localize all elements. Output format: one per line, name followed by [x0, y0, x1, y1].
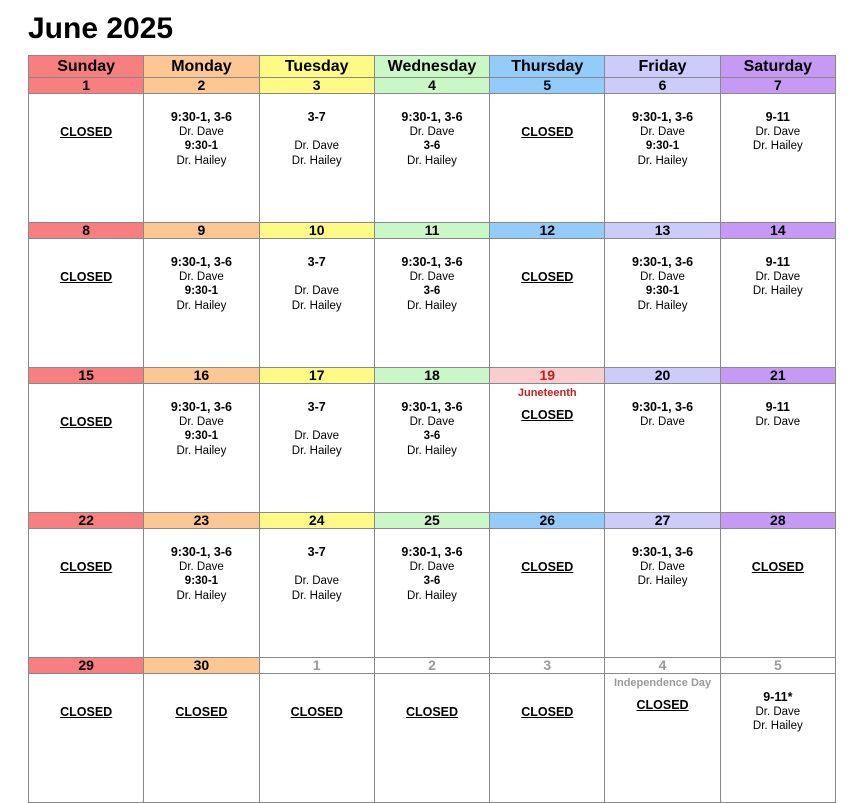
day-cell	[259, 674, 374, 803]
closed-label: CLOSED	[521, 705, 574, 719]
closed-label: CLOSED	[521, 560, 574, 574]
closed-label: CLOSED	[60, 560, 113, 574]
doctor-name: Dr. Dave	[294, 575, 340, 587]
hours-text: 9:30-1, 3-6	[401, 400, 463, 414]
week-body-row	[29, 674, 836, 803]
day-cell	[374, 94, 489, 223]
day-cell	[490, 384, 605, 513]
day-cell	[259, 384, 374, 513]
week-number-row	[29, 223, 836, 239]
weekday-monday: Monday	[144, 56, 259, 78]
date-number: 2	[144, 78, 259, 94]
day-cell	[144, 529, 259, 658]
doctor-name: Dr. Hailey	[291, 154, 342, 167]
date-number: 19	[490, 368, 605, 384]
closed-label: CLOSED	[521, 270, 574, 284]
doctor-name: Dr. Hailey	[752, 720, 803, 732]
doctor-name: Dr. Hailey	[291, 589, 342, 602]
doctor-name: Dr. Hailey	[291, 299, 342, 312]
date-number: 1	[259, 658, 374, 674]
date-number: 18	[374, 368, 489, 384]
hours-text: 3-6	[423, 575, 441, 587]
week-body-row	[29, 384, 836, 513]
hours-text: 9:30-1	[184, 575, 219, 587]
date-number: 4	[374, 78, 489, 94]
doctor-name: Dr. Dave	[179, 125, 224, 138]
hours-text: 9-11	[765, 400, 791, 414]
day-cell	[605, 529, 720, 658]
doctor-name: Dr. Dave	[409, 270, 455, 283]
doctor-name: Dr. Dave	[294, 285, 340, 297]
doctor-name: Dr. Hailey	[637, 154, 688, 167]
date-number: 5	[490, 78, 605, 94]
weekday-thursday: Thursday	[490, 56, 605, 78]
hours-text: 9:30-1, 3-6	[631, 255, 694, 269]
hours-text: 3-7	[307, 545, 326, 559]
doctor-name: Dr. Hailey	[176, 154, 227, 167]
day-cell	[29, 384, 144, 513]
doctor-name: Dr. Hailey	[407, 444, 457, 457]
day-cell	[490, 94, 605, 223]
closed-label: CLOSED	[60, 270, 113, 284]
date-number: 27	[605, 513, 720, 529]
date-number: 7	[720, 78, 835, 94]
holiday-label: Independence Day	[613, 677, 712, 689]
day-cell	[144, 384, 259, 513]
doctor-name: Dr. Dave	[640, 270, 685, 283]
doctor-name: Dr. Hailey	[176, 444, 227, 457]
hours-text: 9-11*	[763, 690, 793, 704]
hours-text: 9:30-1, 3-6	[631, 110, 694, 124]
doctor-name: Dr. Dave	[755, 705, 801, 718]
day-cell	[29, 239, 144, 368]
calendar-grid	[28, 55, 836, 803]
doctor-name: Dr. Hailey	[291, 444, 342, 457]
week-number-row	[29, 368, 836, 384]
hours-text: 9:30-1, 3-6	[170, 545, 232, 559]
day-cell	[29, 674, 144, 803]
doctor-name: Dr. Dave	[640, 560, 685, 573]
date-number: 23	[144, 513, 259, 529]
day-cell	[605, 239, 720, 368]
date-number: 6	[605, 78, 720, 94]
doctor-name: Dr. Dave	[640, 125, 685, 138]
blank-line	[260, 560, 374, 575]
doctor-name: Dr. Dave	[179, 415, 224, 428]
date-number: 3	[259, 78, 374, 94]
date-number: 14	[720, 223, 835, 239]
hours-text: 9:30-1, 3-6	[401, 255, 463, 269]
hours-text: 3-7	[307, 255, 326, 269]
date-number: 9	[144, 223, 259, 239]
day-cell	[374, 529, 489, 658]
date-number: 26	[490, 513, 605, 529]
doctor-name: Dr. Hailey	[407, 154, 457, 167]
closed-label: CLOSED	[60, 125, 113, 139]
date-number: 11	[374, 223, 489, 239]
hours-text: 3-7	[307, 400, 326, 414]
hours-text: 9:30-1	[184, 430, 219, 442]
doctor-name: Dr. Dave	[755, 270, 801, 283]
doctor-name: Dr. Hailey	[176, 589, 227, 602]
day-cell	[605, 674, 720, 803]
hours-text: 9:30-1, 3-6	[631, 400, 694, 414]
week-number-row	[29, 78, 836, 94]
date-number: 4	[605, 658, 720, 674]
day-cell	[490, 529, 605, 658]
day-cell	[259, 529, 374, 658]
doctor-name: Dr. Hailey	[407, 299, 457, 312]
hours-text: 9:30-1	[184, 285, 219, 297]
closed-label: CLOSED	[636, 697, 689, 712]
blank-line	[260, 125, 374, 140]
hours-text: 9:30-1, 3-6	[631, 545, 694, 559]
week-body-row	[29, 94, 836, 223]
doctor-name: Dr. Hailey	[637, 575, 688, 587]
hours-text: 9:30-1	[645, 285, 680, 297]
weekday-friday: Friday	[605, 56, 720, 78]
date-number: 10	[259, 223, 374, 239]
hours-text: 9:30-1, 3-6	[401, 110, 463, 124]
holiday-label: Juneteenth	[517, 387, 577, 399]
date-number: 25	[374, 513, 489, 529]
day-cell	[374, 239, 489, 368]
doctor-name: Dr. Hailey	[407, 589, 457, 602]
closed-label: CLOSED	[175, 705, 228, 719]
day-cell	[29, 94, 144, 223]
hours-text: 9:30-1, 3-6	[170, 255, 232, 269]
doctor-name: Dr. Dave	[409, 125, 455, 138]
closed-label: CLOSED	[751, 560, 804, 574]
date-number: 3	[490, 658, 605, 674]
date-number: 29	[29, 658, 144, 674]
date-number: 1	[29, 78, 144, 94]
day-cell	[259, 239, 374, 368]
day-cell	[605, 384, 720, 513]
hours-text: 9-11	[765, 255, 791, 269]
doctor-name: Dr. Dave	[179, 560, 224, 573]
hours-text: 3-7	[307, 110, 326, 124]
closed-label: CLOSED	[60, 415, 113, 429]
doctor-name: Dr. Dave	[179, 270, 224, 283]
week-body-row	[29, 529, 836, 658]
day-cell	[374, 674, 489, 803]
week-number-row	[29, 513, 836, 529]
weekday-tuesday: Tuesday	[259, 56, 374, 78]
hours-text: 9:30-1, 3-6	[170, 400, 232, 414]
day-cell	[29, 529, 144, 658]
day-cell	[605, 94, 720, 223]
calendar-title: June 2025	[28, 12, 174, 45]
date-number: 5	[720, 658, 835, 674]
date-number: 22	[29, 513, 144, 529]
date-number: 8	[29, 223, 144, 239]
doctor-name: Dr. Hailey	[752, 285, 803, 297]
date-number: 17	[259, 368, 374, 384]
blank-line	[260, 270, 374, 285]
week-number-row	[29, 658, 836, 674]
day-cell	[144, 674, 259, 803]
week-body-row	[29, 239, 836, 368]
day-cell	[374, 384, 489, 513]
day-cell	[144, 94, 259, 223]
blank-line	[260, 415, 374, 430]
day-cell	[490, 674, 605, 803]
doctor-name: Dr. Hailey	[752, 140, 803, 152]
date-number: 30	[144, 658, 259, 674]
hours-text: 9:30-1, 3-6	[170, 110, 232, 124]
day-cell	[490, 239, 605, 368]
doctor-name: Dr. Dave	[755, 125, 801, 138]
date-number: 20	[605, 368, 720, 384]
day-cell	[259, 94, 374, 223]
closed-label: CLOSED	[521, 407, 574, 422]
date-number: 15	[29, 368, 144, 384]
closed-label: CLOSED	[521, 125, 574, 139]
date-number: 2	[374, 658, 489, 674]
hours-text: 3-6	[423, 430, 441, 442]
hours-text: 3-6	[423, 140, 441, 152]
doctor-name: Dr. Hailey	[637, 299, 688, 312]
doctor-name: Dr. Dave	[294, 140, 340, 152]
weekday-wednesday: Wednesday	[374, 56, 489, 78]
closed-label: CLOSED	[60, 705, 113, 719]
doctor-name: Dr. Dave	[409, 560, 455, 573]
day-cell	[720, 94, 835, 223]
weekday-saturday: Saturday	[720, 56, 835, 78]
date-number: 12	[490, 223, 605, 239]
day-cell	[720, 384, 835, 513]
doctor-name: Dr. Dave	[755, 415, 801, 428]
day-cell	[720, 239, 835, 368]
doctor-name: Dr. Dave	[409, 415, 455, 428]
doctor-name: Dr. Hailey	[176, 299, 227, 312]
hours-text: 9:30-1, 3-6	[401, 545, 463, 559]
date-number: 24	[259, 513, 374, 529]
closed-label: CLOSED	[290, 705, 343, 719]
date-number: 21	[720, 368, 835, 384]
closed-label: CLOSED	[405, 705, 459, 719]
date-number: 16	[144, 368, 259, 384]
weekday-header-row	[29, 56, 836, 78]
date-number: 28	[720, 513, 835, 529]
day-cell	[720, 674, 835, 803]
hours-text: 3-6	[423, 285, 441, 297]
hours-text: 9:30-1	[184, 140, 219, 152]
weekday-sunday: Sunday	[29, 56, 144, 78]
day-cell	[720, 529, 835, 658]
day-cell	[144, 239, 259, 368]
hours-text: 9-11	[765, 110, 791, 124]
doctor-name: Dr. Dave	[294, 430, 340, 442]
doctor-name: Dr. Dave	[640, 415, 685, 428]
hours-text: 9:30-1	[645, 140, 680, 152]
date-number: 13	[605, 223, 720, 239]
